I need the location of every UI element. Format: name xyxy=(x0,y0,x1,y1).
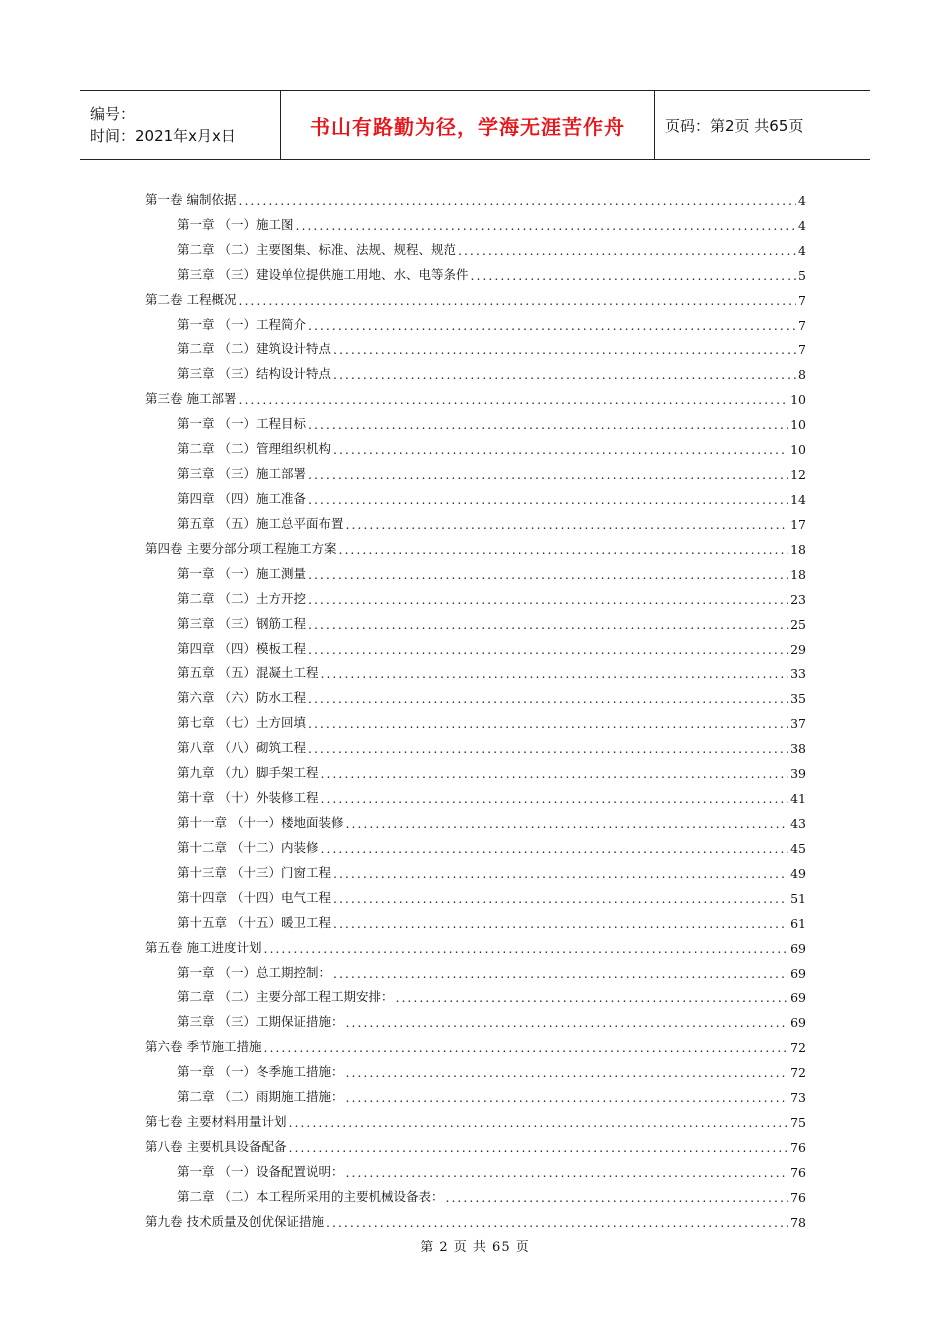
toc-entry-title: 第五章 （五）混凝土工程 xyxy=(177,665,319,681)
toc-dot-leader xyxy=(263,1040,788,1055)
toc-entry-title: 第三卷 施工部署 xyxy=(145,391,237,407)
toc-dot-leader xyxy=(345,1090,788,1105)
toc-entry-title: 第二章 （二）管理组织机构 xyxy=(177,441,331,457)
toc-volume-entry[interactable] xyxy=(145,931,806,956)
toc-entry-title: 第七卷 主要材料用量计划 xyxy=(145,1114,287,1130)
toc-entry-title: 第二章 （二）建筑设计特点 xyxy=(177,341,331,357)
toc-dot-leader xyxy=(308,741,788,756)
toc-chapter-entry[interactable] xyxy=(145,1055,806,1080)
toc-volume-entry[interactable] xyxy=(145,283,806,308)
toc-entry-page: 25 xyxy=(790,616,806,632)
toc-chapter-entry[interactable] xyxy=(145,906,806,931)
toc-entry-title: 第二章 （二）本工程所采用的主要机械设备表： xyxy=(177,1188,444,1204)
header-page-info: 页码：第2页 共65页 xyxy=(665,116,804,135)
toc-entry-title: 第六章 （六）防水工程 xyxy=(177,690,306,706)
toc-entry-page: 4 xyxy=(798,242,806,258)
toc-chapter-entry[interactable] xyxy=(145,856,806,881)
toc-dot-leader xyxy=(345,1015,788,1030)
toc-chapter-entry[interactable] xyxy=(145,233,806,258)
toc-dot-leader xyxy=(333,342,796,357)
toc-entry-title: 第一章 （一）设备配置说明： xyxy=(177,1163,344,1179)
toc-entry-page: 14 xyxy=(790,491,806,507)
toc-entry-title: 第五章 （五）施工总平面布置 xyxy=(177,515,344,531)
toc-entry-page: 10 xyxy=(790,392,806,408)
toc-entry-title: 第八章 （八）砌筑工程 xyxy=(177,740,306,756)
toc-entry-page: 69 xyxy=(790,1015,806,1031)
toc-entry-page: 37 xyxy=(790,716,806,732)
toc-entry-page: 12 xyxy=(790,467,806,483)
toc-entry-page: 51 xyxy=(790,890,806,906)
toc-entry-title: 第四章 （四）施工准备 xyxy=(177,490,306,506)
toc-dot-leader xyxy=(320,766,788,781)
toc-dot-leader xyxy=(295,218,796,233)
toc-entry-title: 第四卷 主要分部分项工程施工方案 xyxy=(145,540,337,556)
toc-entry-title: 第二卷 工程概况 xyxy=(145,291,237,307)
page-footer: 第 2 页 共 65 页 xyxy=(420,1240,530,1255)
toc-entry-title: 第十二章 （十二）内装修 xyxy=(177,839,319,855)
toc-chapter-entry[interactable] xyxy=(145,557,806,582)
toc-dot-leader xyxy=(308,567,788,582)
toc-dot-leader xyxy=(345,1065,788,1080)
toc-chapter-entry[interactable] xyxy=(145,333,806,358)
page-header xyxy=(80,90,870,160)
toc-dot-leader xyxy=(320,666,788,681)
document-time: 时间：2021年x月x日 xyxy=(90,127,236,145)
toc-entry-page: 49 xyxy=(790,865,806,881)
toc-dot-leader xyxy=(308,642,788,657)
toc-entry-page: 78 xyxy=(790,1214,806,1230)
toc-dot-leader xyxy=(333,916,788,931)
toc-entry-page: 7 xyxy=(798,292,806,308)
toc-chapter-entry[interactable] xyxy=(145,607,806,632)
toc-entry-title: 第七章 （七）土方回填 xyxy=(177,715,306,731)
toc-volume-entry[interactable] xyxy=(145,382,806,407)
toc-dot-leader xyxy=(308,492,788,507)
toc-entry-page: 10 xyxy=(790,417,806,433)
toc-entry-page: 23 xyxy=(790,591,806,607)
toc-entry-page: 45 xyxy=(790,840,806,856)
toc-chapter-entry[interactable] xyxy=(145,681,806,706)
toc-entry-title: 第五卷 施工进度计划 xyxy=(145,939,262,955)
toc-entry-title: 第四章 （四）模板工程 xyxy=(177,640,306,656)
toc-entry-page: 69 xyxy=(790,940,806,956)
toc-entry-page: 18 xyxy=(790,566,806,582)
toc-volume-entry[interactable] xyxy=(145,1205,806,1230)
toc-entry-title: 第二章 （二）主要分部工程工期安排： xyxy=(177,989,394,1005)
toc-volume-entry[interactable] xyxy=(145,532,806,557)
toc-chapter-entry[interactable] xyxy=(145,258,806,283)
toc-entry-title: 第十五章 （十五）暖卫工程 xyxy=(177,914,331,930)
toc-chapter-entry[interactable] xyxy=(145,432,806,457)
table-of-contents xyxy=(145,183,806,1230)
toc-chapter-entry[interactable] xyxy=(145,1155,806,1180)
toc-chapter-entry[interactable] xyxy=(145,831,806,856)
toc-entry-page: 61 xyxy=(790,915,806,931)
toc-dot-leader xyxy=(333,442,788,457)
toc-entry-title: 第一章 （一）施工测量 xyxy=(177,565,306,581)
toc-chapter-entry[interactable] xyxy=(145,308,806,333)
toc-entry-page: 72 xyxy=(790,1040,806,1056)
toc-entry-page: 29 xyxy=(790,641,806,657)
toc-chapter-entry[interactable] xyxy=(145,1080,806,1105)
toc-entry-page: 7 xyxy=(798,342,806,358)
toc-entry-title: 第八卷 主要机具设备配备 xyxy=(145,1138,287,1154)
toc-dot-leader xyxy=(445,1190,788,1205)
toc-dot-leader xyxy=(308,617,788,632)
toc-chapter-entry[interactable] xyxy=(145,781,806,806)
toc-dot-leader xyxy=(345,1165,788,1180)
toc-chapter-entry[interactable] xyxy=(145,881,806,906)
toc-chapter-entry[interactable] xyxy=(145,582,806,607)
toc-entry-page: 43 xyxy=(790,815,806,831)
toc-entry-title: 第三章 （三）结构设计特点 xyxy=(177,366,331,382)
toc-chapter-entry[interactable] xyxy=(145,482,806,507)
toc-dot-leader xyxy=(333,367,796,382)
toc-dot-leader xyxy=(345,517,788,532)
toc-dot-leader xyxy=(320,791,788,806)
toc-chapter-entry[interactable] xyxy=(145,806,806,831)
header-motto: 书山有路勤为径，学海无涯苦作舟 xyxy=(281,91,655,159)
toc-entry-title: 第十四章 （十四）电气工程 xyxy=(177,889,331,905)
toc-volume-entry[interactable] xyxy=(145,1030,806,1055)
toc-dot-leader xyxy=(308,716,788,731)
toc-entry-page: 39 xyxy=(790,766,806,782)
toc-entry-page: 4 xyxy=(798,192,806,208)
toc-dot-leader xyxy=(345,816,788,831)
toc-entry-page: 10 xyxy=(790,442,806,458)
toc-dot-leader xyxy=(333,866,788,881)
toc-chapter-entry[interactable] xyxy=(145,357,806,382)
toc-dot-leader xyxy=(238,392,788,407)
toc-entry-page: 76 xyxy=(790,1139,806,1155)
toc-entry-title: 第三章 （三）施工部署 xyxy=(177,466,306,482)
toc-entry-title: 第二章 （二）雨期施工措施： xyxy=(177,1089,344,1105)
toc-entry-page: 72 xyxy=(790,1065,806,1081)
toc-entry-title: 第十一章 （十一）楼地面装修 xyxy=(177,814,344,830)
toc-dot-leader xyxy=(326,1215,788,1230)
toc-entry-page: 35 xyxy=(790,691,806,707)
toc-entry-title: 第一卷 编制依据 xyxy=(145,191,237,207)
toc-entry-title: 第九章 （九）脚手架工程 xyxy=(177,765,319,781)
document-number-label: 编号： xyxy=(90,105,136,123)
toc-dot-leader xyxy=(308,467,788,482)
toc-chapter-entry[interactable] xyxy=(145,756,806,781)
toc-entry-title: 第六卷 季节施工措施 xyxy=(145,1039,262,1055)
toc-dot-leader xyxy=(338,542,788,557)
toc-dot-leader xyxy=(308,417,788,432)
toc-dot-leader xyxy=(263,941,788,956)
toc-entry-title: 第一章 （一）工程简介 xyxy=(177,316,306,332)
toc-entry-page: 76 xyxy=(790,1164,806,1180)
toc-dot-leader xyxy=(238,293,796,308)
toc-entry-page: 4 xyxy=(798,217,806,233)
toc-entry-title: 第十三章 （十三）门窗工程 xyxy=(177,864,331,880)
toc-dot-leader xyxy=(288,1140,788,1155)
toc-chapter-entry[interactable] xyxy=(145,981,806,1006)
toc-entry-page: 33 xyxy=(790,666,806,682)
toc-entry-title: 第三章 （三）工期保证措施： xyxy=(177,1014,344,1030)
toc-entry-title: 第一章 （一）施工图 xyxy=(177,216,294,232)
toc-entry-title: 第十章 （十）外装修工程 xyxy=(177,790,319,806)
toc-dot-leader xyxy=(288,1115,788,1130)
toc-dot-leader xyxy=(458,243,796,258)
toc-dot-leader xyxy=(320,841,788,856)
toc-entry-page: 17 xyxy=(790,516,806,532)
toc-entry-title: 第九卷 技术质量及创优保证措施 xyxy=(145,1213,324,1229)
toc-volume-entry[interactable] xyxy=(145,1130,806,1155)
toc-dot-leader xyxy=(395,990,788,1005)
toc-entry-page: 75 xyxy=(790,1115,806,1131)
toc-volume-entry[interactable] xyxy=(145,183,806,208)
toc-entry-title: 第一章 （一）总工期控制： xyxy=(177,964,331,980)
toc-chapter-entry[interactable] xyxy=(145,731,806,756)
toc-chapter-entry[interactable] xyxy=(145,956,806,981)
toc-entry-page: 73 xyxy=(790,1090,806,1106)
toc-chapter-entry[interactable] xyxy=(145,706,806,731)
toc-entry-title: 第一章 （一）工程目标 xyxy=(177,416,306,432)
toc-entry-page: 8 xyxy=(798,367,806,383)
toc-dot-leader xyxy=(308,592,788,607)
toc-entry-page: 38 xyxy=(790,741,806,757)
toc-dot-leader xyxy=(470,268,796,283)
toc-entry-page: 7 xyxy=(798,317,806,333)
toc-entry-page: 18 xyxy=(790,541,806,557)
toc-chapter-entry[interactable] xyxy=(145,457,806,482)
toc-dot-leader xyxy=(308,318,796,333)
toc-chapter-entry[interactable] xyxy=(145,632,806,657)
toc-entry-page: 69 xyxy=(790,990,806,1006)
toc-chapter-entry[interactable] xyxy=(145,1005,806,1030)
toc-dot-leader xyxy=(238,193,796,208)
header-meta xyxy=(80,91,281,159)
toc-entry-title: 第三章 （三）钢筋工程 xyxy=(177,615,306,631)
toc-dot-leader xyxy=(333,966,788,981)
toc-entry-title: 第二章 （二）主要图集、标准、法规、规程、规范 xyxy=(177,241,456,257)
toc-entry-page: 5 xyxy=(798,267,806,283)
toc-chapter-entry[interactable] xyxy=(145,407,806,432)
toc-chapter-entry[interactable] xyxy=(145,507,806,532)
toc-entry-page: 41 xyxy=(790,791,806,807)
toc-entry-page: 76 xyxy=(790,1189,806,1205)
toc-chapter-entry[interactable] xyxy=(145,1180,806,1205)
toc-dot-leader xyxy=(333,891,788,906)
toc-chapter-entry[interactable] xyxy=(145,208,806,233)
toc-chapter-entry[interactable] xyxy=(145,657,806,682)
toc-entry-title: 第一章 （一）冬季施工措施： xyxy=(177,1064,344,1080)
toc-dot-leader xyxy=(308,691,788,706)
toc-entry-title: 第三章 （三）建设单位提供施工用地、水、电等条件 xyxy=(177,266,469,282)
toc-volume-entry[interactable] xyxy=(145,1105,806,1130)
toc-entry-title: 第二章 （二）土方开挖 xyxy=(177,590,306,606)
toc-entry-page: 69 xyxy=(790,965,806,981)
